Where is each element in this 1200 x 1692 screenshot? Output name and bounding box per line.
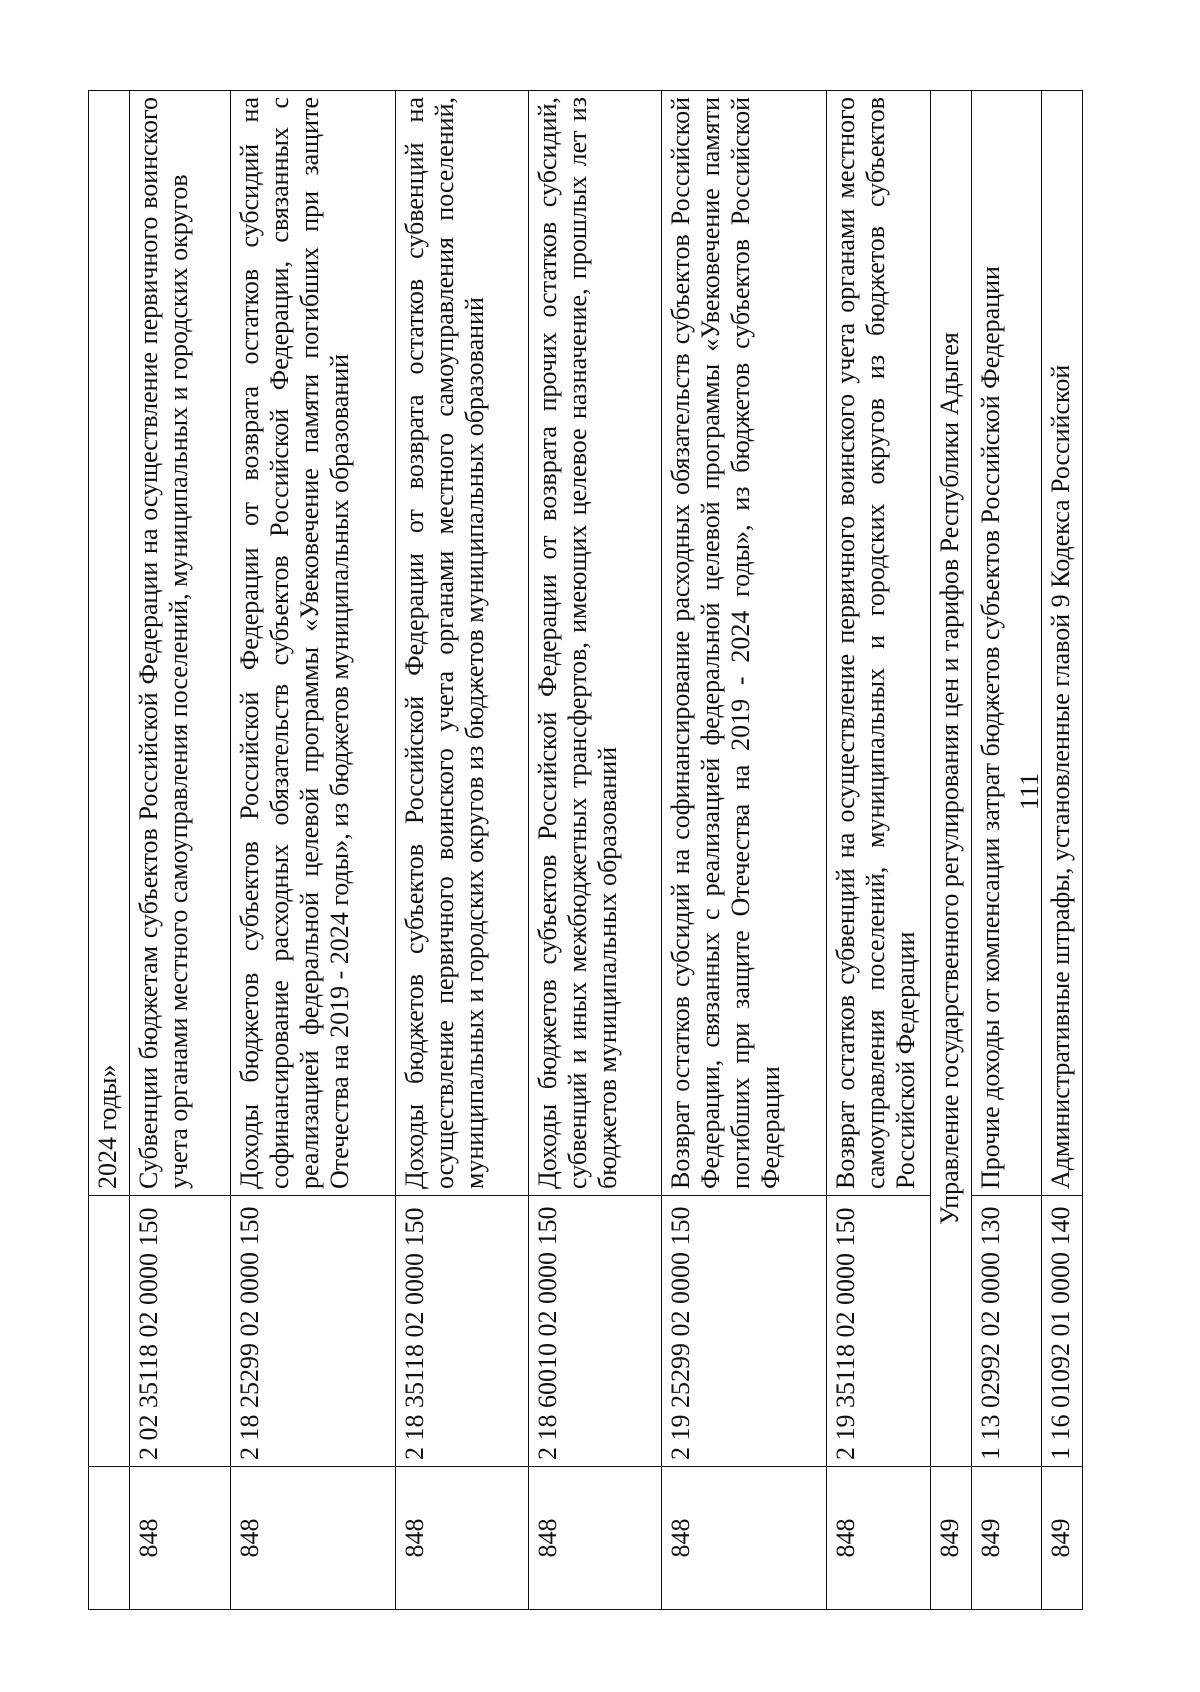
page-number-text: 111 <box>1015 772 1044 810</box>
revenue-code-cell: 2 19 35118 02 0000 150 <box>826 1196 930 1467</box>
table-section-row <box>931 91 972 1610</box>
table-row <box>396 91 529 1610</box>
revenue-name-cell: Доходы бюджетов субъектов Российской Федерации от возврата прочих остатков субсидий, субвенций и иных межбюджетных трансфертов, имеющих целевое назначение, прошлых лет из бюджетов муниципальных образований <box>529 91 662 1196</box>
admin-code-cell: 848 <box>231 1467 396 1610</box>
table-row <box>130 91 231 1610</box>
admin-code-cell: 848 <box>130 1467 231 1610</box>
revenue-name-cell: Возврат остатков субвенций на осуществление первичного воинского учета органами местного самоуправления поселений, муниципальных и городских округов из бюджетов субъектов Российской Федерации <box>826 91 930 1196</box>
table-row <box>529 91 662 1610</box>
revenue-name-cell: Доходы бюджетов субъектов Российской Федерации от возврата остатков субсидий на софинансирование расходных обязательств субъектов Российской Федерации, связанных с реализацией федеральной целевой программы «Увековечение памяти погибших при защите Отечества на 2019 - 2024 годы», из бюджетов муниципальных образований <box>231 91 396 1196</box>
revenue-code-cell: 2 18 35118 02 0000 150 <box>396 1196 529 1467</box>
table-row <box>231 91 396 1610</box>
page-number <box>1015 770 1055 830</box>
revenue-codes-table <box>88 90 1083 1610</box>
revenue-code-cell: 2 18 60010 02 0000 150 <box>529 1196 662 1467</box>
rotated-table-wrapper <box>88 90 1083 1610</box>
admin-code-cell <box>89 1467 130 1610</box>
table-row <box>972 91 1042 1610</box>
revenue-code-cell: 1 16 01092 01 0000 140 <box>1041 1196 1082 1467</box>
admin-code-cell: 848 <box>826 1467 930 1610</box>
admin-code-cell: 848 <box>529 1467 662 1610</box>
admin-code-cell: 849 <box>1041 1467 1082 1610</box>
table-row <box>89 91 130 1610</box>
section-title: Управление государственного регулирования цен и тарифов Республики Адыгея <box>931 91 972 1467</box>
table-row <box>826 91 930 1610</box>
revenue-name-cell: Административные штрафы, установленные главой 9 Кодекса Российской <box>1041 91 1082 1196</box>
revenue-name-cell: Доходы бюджетов субъектов Российской Федерации от возврата остатков субвенций на осуществление первичного воинского учета органами местного самоуправления поселений, муниципальных и городских округов из бюджетов муниципальных образований <box>396 91 529 1196</box>
revenue-name-cell: Субвенции бюджетам субъектов Российской Федерации на осуществление первичного воинского учета органами местного самоуправления поселений, муниципальных и городских округов <box>130 91 231 1196</box>
revenue-code-cell: 2 19 25299 02 0000 150 <box>661 1196 826 1467</box>
revenue-name-cell: 2024 годы» <box>89 91 130 1196</box>
admin-code-cell: 848 <box>661 1467 826 1610</box>
revenue-name-cell: Возврат остатков субсидий на софинансирование расходных обязательств субъектов Российской Федерации, связанных с реализацией федеральной целевой программы «Увековечение памяти погибших при защите Отечества на 2019 - 2024 годы», из бюджетов субъектов Российской Федерации <box>661 91 826 1196</box>
revenue-code-cell: 1 13 02992 02 0000 130 <box>972 1196 1042 1467</box>
table-row <box>1041 91 1082 1610</box>
admin-code-cell: 848 <box>396 1467 529 1610</box>
revenue-name-cell: Прочие доходы от компенсации затрат бюджетов субъектов Российской Федерации <box>972 91 1042 1196</box>
revenue-code-cell: 2 18 25299 02 0000 150 <box>231 1196 396 1467</box>
admin-code-cell: 849 <box>972 1467 1042 1610</box>
revenue-code-cell: 2 02 35118 02 0000 150 <box>130 1196 231 1467</box>
admin-code-cell: 849 <box>931 1467 972 1610</box>
table-row <box>661 91 826 1610</box>
revenue-code-cell <box>89 1196 130 1467</box>
